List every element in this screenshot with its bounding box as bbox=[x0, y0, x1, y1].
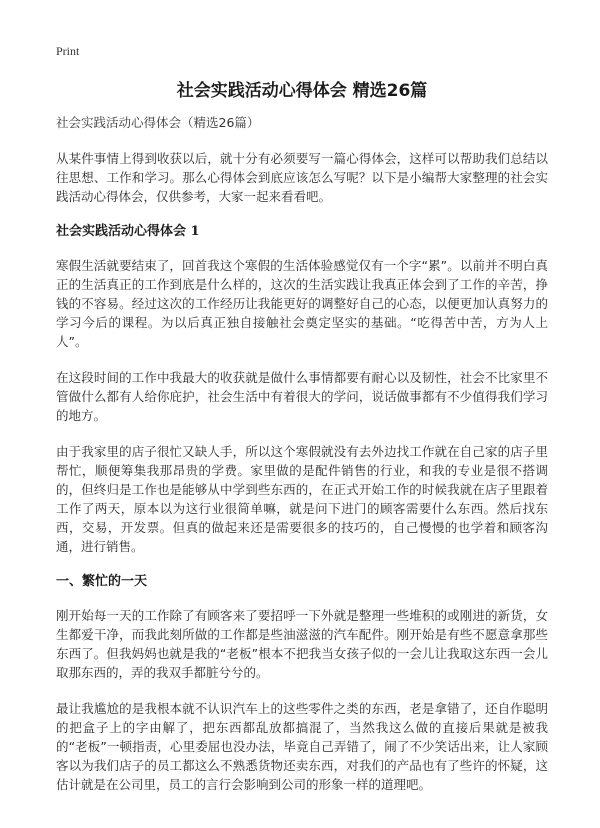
intro-paragraph: 从某件事情上得到收获以后，就十分有必须要写一篇心得体会，这样可以帮助我们总结以往思想、工作和学习。那么心得体会到底应该怎么写呢？以下是小编帮大家整理的社会实践活动心得体会，仅供参考，大家一起来看看吧。 bbox=[56, 151, 548, 204]
body-paragraph: 寒假生活就要结束了，回首我这个寒假的生活体验感觉仅有一个字“累”。以前并不明白真正的生活真正的工作到底是什么样的，这次的生活实践让我真正体会到了工作的辛苦，挣钱的不容易。经过这次的工作经历让我能更好的调整好自己的心态，以便更加认真努力的学习今后的课程。为以后真正独自接触社会奠定坚实的基础。“吃得苦中苦，方为人上人”。 bbox=[56, 258, 548, 349]
sub-heading: 一、繁忙的一天 bbox=[56, 574, 148, 589]
subtitle: 社会实践活动心得体会（精选26篇） bbox=[56, 115, 260, 130]
print-link[interactable]: Print bbox=[56, 44, 80, 58]
page-title: 社会实践活动心得体会 精选26篇 bbox=[176, 81, 428, 101]
body-paragraph: 在这段时间的工作中我最大的收获就是做什么事情都要有耐心以及韧性，社会不比家里不管做什么都有人给你庇护，社会生活中有着很大的学问，说话做事都有不少值得我们学习的地方。 bbox=[56, 370, 548, 423]
section-heading: 社会实践活动心得体会 1 bbox=[56, 224, 200, 239]
body-paragraph: 刚开始每一天的工作除了有顾客来了要招呼一下外就是整理一些堆积的或刚进的新货，女生都爱干净，而我此刻所做的工作都是些油滋滋的汽车配件。刚开始是有些不愿意拿那些东西了。但我妈妈也就是我的“老板”根本不把我当女孩子似的一会儿让我取这东西一会儿取那东西的，弄的我双手都脏兮兮的。 bbox=[56, 608, 548, 680]
body-paragraph: 最让我尴尬的是我根本就不认识汽车上的这些零件之类的东西，老是拿错了，还自作聪明的把盒子上的字由解了，把东西都乱放都搞混了，当然我这么做的直接后果就是被我的“老板”一顿指责，心里委屈也没办法，毕竟自己弄错了，闹了不少笑话出来，让人家顾客以为我们店子的员工都这么不熟悉货物还卖东西，对我们的产品也有了些许的怀疑，这估计就是在公司里，员工的言行会影响到公司的形象一样的道理吧。 bbox=[56, 701, 548, 792]
body-paragraph: 由于我家里的店子很忙又缺人手，所以这个寒假就没有去外边找工作就在自己家的店子里帮忙，顺便筹集我那昂贵的学费。家里做的是配件销售的行业，和我的专业是很不搭调的，但终归是工作也是能够从中学到些东西的，在正式开始工作的时候我就在店子里跟着工作了两天，原本以为这行业很简单嘛，就是问下进门的顾客需要什么东西。然后找东西，交易，开发票。但真的做起来还是需要很多的技巧的，自己慢慢的也学着和顾客沟通，进行销售。 bbox=[56, 444, 548, 554]
